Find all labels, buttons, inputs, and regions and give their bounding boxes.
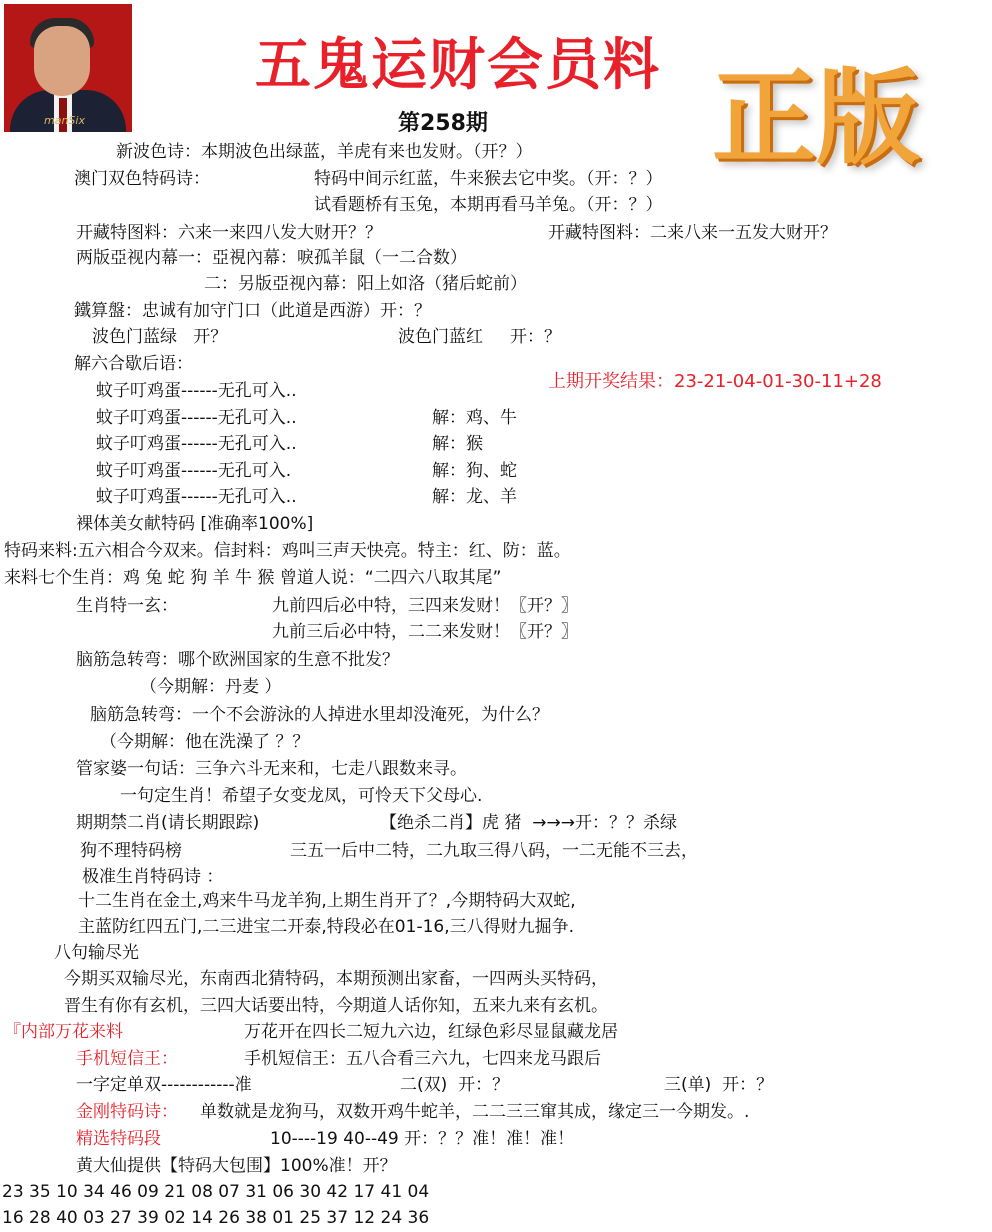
issue-number: 第258期 <box>398 111 488 136</box>
line-kaicang-right: 开藏特图料：二来八来一五发大财开？ <box>548 223 837 243</box>
line-accurate-poem-2: 主蓝防红四五门,二三进宝二开泰,特段必在01-16,三八得财九掘争. <box>78 917 575 937</box>
line-accuracy: 裸体美女献特码 [准确率100%] <box>76 514 314 534</box>
line-odd-even-double: 二(双) 开：？ <box>400 1075 510 1095</box>
line-wave-color-poem: 新波色诗：本期波色出绿蓝，羊虎有来也发财。（开？） <box>116 142 533 162</box>
line-riddle-4: 蚊子叮鸡蛋------无孔可入. <box>96 461 292 481</box>
line-odd-even: 一字定单双------------准 <box>76 1075 252 1095</box>
line-source-material: 特码来料:五六相合今双来。信封料：鸡叫三声天快亮。特主：红、防：蓝。 <box>4 541 571 561</box>
line-riddle-5: 蚊子叮鸡蛋------无孔可入.. <box>96 487 297 507</box>
line-riddle-2: 蚊子叮鸡蛋------无孔可入.. <box>96 408 297 428</box>
line-banned-zodiac: 【绝杀二肖】虎 猪 →→→开：？？杀绿 <box>380 813 677 833</box>
line-riddle-3: 蚊子叮鸡蛋------无孔可入.. <box>96 434 297 454</box>
line-riddle-1: 蚊子叮鸡蛋------无孔可入.. <box>96 381 297 401</box>
line-riddle-5-answer: 解：龙、羊 <box>432 487 517 507</box>
portrait-face <box>34 26 90 96</box>
line-accurate-poem-1: 十二生肖在金土,鸡来牛马龙羊狗,上期生肖开了？,今期特码大双蛇, <box>78 891 576 911</box>
line-riddle-title: 解六合歇后语： <box>74 354 193 374</box>
line-brain-teaser-1-answer: （今期解：丹麦 ） <box>140 677 282 697</box>
line-wave-blue-green: 波色门蓝绿 开？ <box>92 327 228 347</box>
line-macau-poem-label: 澳门双色特码诗： <box>74 169 210 189</box>
line-eight-sentences-2: 晋生有你有玄机，三四大话要出特，今期道人话你知，五来九来有玄机。 <box>64 996 608 1016</box>
line-wanhua: 万花开在四长二短九六边，红绿色彩尽显鼠藏龙居 <box>244 1022 618 1042</box>
line-zodiac-mystery-2: 九前三后必中特，二二来发财！〖开？〗 <box>272 622 578 642</box>
line-wanhua-label: 『内部万花来料 <box>4 1022 123 1042</box>
line-housekeeper: 管家婆一句话：三争六斗无来和，七走八跟数来寻。 <box>76 759 467 779</box>
line-brain-teaser-1: 脑筋急转弯：哪个欧洲国家的生意不批发？ <box>76 650 399 670</box>
line-riddle-3-answer: 解：猴 <box>432 434 483 454</box>
line-goubuli-label: 狗不理特码榜 <box>80 841 182 861</box>
line-selected-range-label: 精选特码段 <box>76 1129 161 1149</box>
line-wave-blue-red: 波色门蓝红 开：？ <box>398 327 562 347</box>
line-zodiac-mystery-label: 生肖特一玄： <box>76 596 178 616</box>
line-kaicang-left: 开藏特图料：六来一来四八发大财开？？ <box>76 223 382 243</box>
line-riddle-4-answer: 解：狗、蛇 <box>432 461 517 481</box>
last-draw-result: 上期开奖结果：23-21-04-01-30-11+28 <box>548 371 882 392</box>
line-odd-even-single: 三(单) 开：？ <box>664 1075 774 1095</box>
line-kingkong-label: 金刚特码诗： <box>76 1102 178 1122</box>
line-zodiac-mystery-1: 九前四后必中特，三四来发财！〖开？〗 <box>272 596 578 616</box>
line-banned-zodiac-label: 期期禁二肖(请长期跟踪) <box>76 813 260 833</box>
line-accurate-poem-title: 极准生肖特码诗 ： <box>82 867 224 887</box>
number-row-2: 16 28 40 03 27 39 02 14 26 38 01 25 37 12 24 36 <box>2 1208 430 1228</box>
line-one-sentence: 一句定生肖！希望子女变龙凤，可怜天下父母心. <box>120 786 483 806</box>
line-eight-sentences-1: 今期买双输尽光，东南西北猜特码，本期预测出家畜，一四两头买特码， <box>64 969 608 989</box>
line-wong-tai-sin: 黄大仙提供【特码大包围】100%准！开？ <box>76 1156 397 1176</box>
line-sms-king-label: 手机短信王： <box>76 1049 178 1069</box>
line-sms-king: 手机短信王：五八合看三六九，七四来龙马跟后 <box>244 1049 601 1069</box>
line-macau-poem-2: 试看题桥有玉兔，本期再看马羊兔。（开：？） <box>314 195 663 215</box>
line-seven-zodiac: 来料七个生肖：鸡 兔 蛇 狗 羊 牛 猴 曾道人说：“二四六八取其尾” <box>4 568 502 588</box>
line-goubuli: 三五一后中二特，二九取三得八码，一二无能不三去， <box>290 841 698 861</box>
line-brain-teaser-2-answer: （今期解：他在洗澡了 ？？ <box>100 732 310 752</box>
line-brain-teaser-2: 脑筋急转弯：一个不会游泳的人掉进水里却没淹死，为什么？ <box>90 705 549 725</box>
line-atv-insider-2: 二：另版亞视內幕：阳上如洛（猪后蛇前） <box>204 274 527 294</box>
line-selected-range: 10----19 40--49 开：？？准！准！准！ <box>270 1129 575 1149</box>
authentic-stamp: 正版 <box>712 57 921 179</box>
photo-watermark: manSix <box>44 114 85 127</box>
page-title: 五鬼运财会员料 <box>255 32 661 98</box>
line-atv-insider-1: 两版亞视内幕一：亞視內幕：唳孤羊鼠（一二合数） <box>76 248 467 268</box>
portrait-photo <box>4 4 132 132</box>
line-abacus: 鐵算盤：忠诚有加守门口（此道是西游）开：？ <box>74 301 431 321</box>
line-macau-poem-1: 特码中间示红蓝，牛来猴去它中奖。（开：？） <box>314 169 663 189</box>
line-riddle-2-answer: 解：鸡、牛 <box>432 408 517 428</box>
line-kingkong: 单数就是龙狗马，双数开鸡牛蛇羊，二二三三窜其成，缘定三一今期发。. <box>200 1102 750 1122</box>
line-eight-sentences: 八句输尽光 <box>54 943 139 963</box>
number-row-1: 23 35 10 34 46 09 21 08 07 31 06 30 42 17 41 04 <box>2 1182 430 1202</box>
